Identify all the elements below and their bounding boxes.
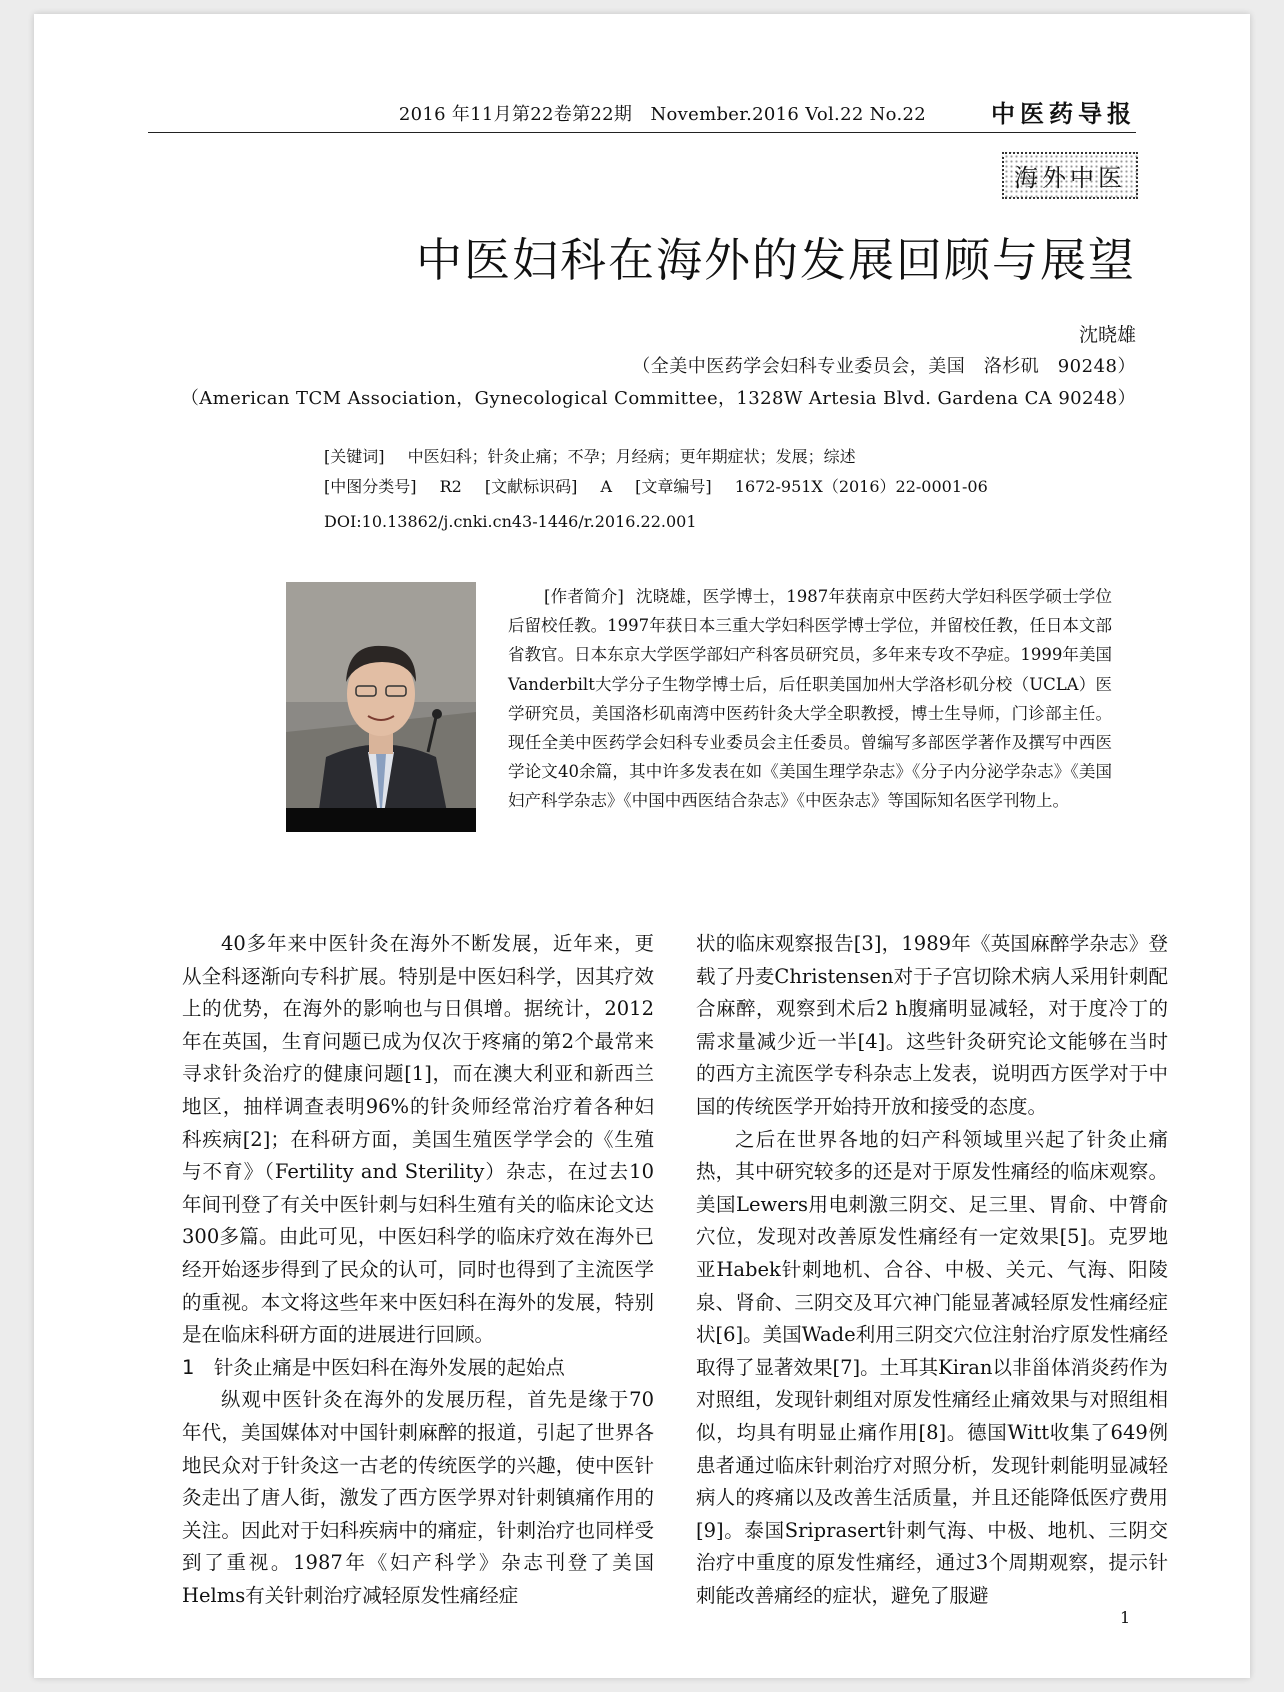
classification-line xyxy=(324,474,988,497)
article-no-label: [文章编号] xyxy=(635,477,712,496)
paragraph: 状的临床观察报告[3]，1989年《英国麻醉学杂志》登载了丹麦Christensen对于子宫切除术病人采用针刺配合麻醉，观察到术后2 h腹痛明显减轻，对于度冷丁的需求量减少近一半[4]。这些针灸研究论文能够在当时的西方主流医学专科杂志上发表，说明西方医学对于中国的传统医学开始持开放和接受的态度。 xyxy=(696,932,1168,1118)
author-name: 沈晓雄 xyxy=(1078,324,1136,346)
clc-label: [中图分类号] xyxy=(324,477,417,496)
paragraph: 纵观中医针灸在海外的发展历程，首先是缘于70年代，美国媒体对中国针刺麻醉的报道，引起了世界各地民众对于针灸这一古老的传统医学的兴趣，使中医针灸走出了唐人街，激发了西方医学界对针刺镇痛作用的关注。因此对于妇科疾病中的痛症，针刺治疗也同样受到了重视。1987年《妇产科学》杂志刊登了美国Helms有关针刺治疗减轻原发性痛经症 xyxy=(182,1388,654,1607)
journal-page xyxy=(34,14,1250,1678)
doi: DOI:10.13862/j.cnki.cn43-1446/r.2016.22.001 xyxy=(324,512,697,531)
section-heading: 1 针灸止痛是中医妇科在海外发展的起始点 xyxy=(182,1355,565,1379)
keywords-label: [关键词] xyxy=(324,447,385,466)
clc-value: R2 xyxy=(439,477,462,496)
paragraph: 40多年来中医针灸在海外不断发展，近年来，更从全科逐渐向专科扩展。特别是中医妇科学，因其疗效上的优势，在海外的影响也与日俱增。据统计，2012年在英国，生育问题已成为仅次于疼痛的第2个最常来寻求针灸治疗的健康问题[1]，而在澳大利亚和新西兰地区，抽样调查表明96%的针灸师经常治疗着各种妇科疾病[2]；在科研方面，美国生殖医学学会的《生殖与不育》（Fertility and Sterility）杂志，在过去10年间刊登了有关中医针刺与妇科生殖有关的临床论文达300多篇。由此可见，中医妇科学的临床疗效在海外已经开始逐步得到了民众的认可，同时也得到了主流医学的重视。本文将这些年来中医妇科在海外的发展，特别是在临床科研方面的进展进行回顾。 xyxy=(182,932,654,1347)
keywords: 中医妇科；针灸止痛；不孕；月经病；更年期症状；发展；综述 xyxy=(407,447,856,466)
bio-text: 沈晓雄，医学博士，1987年获南京中医药大学妇科医学硕士学位后留校任教。1997年获日本三重大学妇科医学博士学位，并留校任教，任日本文部省教官。日本东京大学医学部妇产科客员研究员，多年来专攻不孕症。1999年美国Vanderbilt大学分子生物学博士后，后任职美国加州大学洛杉矶分校（UCLA）医学研究员，美国洛杉矶南湾中医药针灸大学全职教授，博士生导师，门诊部主任。现任全美中医药学会妇科专业委员会主任委员。曾编写多部医学著作及撰写中西医学论文40余篇，其中许多发表在如《美国生理学杂志》《分子内分泌学杂志》《美国妇产科学杂志》《中国中西医结合杂志》《中医杂志》等国际知名医学刊物上。 xyxy=(508,587,1113,811)
journal-logo: 中医药导报 xyxy=(991,99,1136,128)
article-title: 中医妇科在海外的发展回顾与展望 xyxy=(416,233,1136,287)
affiliation-english: （American TCM Association，Gynecological Committee，1328W Artesia Blvd. Gardena CA 90248） xyxy=(180,388,1136,409)
page-number: 1 xyxy=(1120,1608,1131,1627)
column-tag: 海外中医 xyxy=(1002,152,1138,199)
paragraph: 之后在世界各地的妇产科领域里兴起了针灸止痛热，其中研究较多的还是对于原发性痛经的临床观察。美国Lewers用电刺激三阴交、足三里、胃俞、中膂俞穴位，发现对改善原发性痛经有一定效果[5]。克罗地亚Habek针刺地机、合谷、中极、关元、气海、阳陵泉、肾俞、三阴交及耳穴神门能显著减轻原发性痛经症状[6]。美国Wade利用三阴交穴位注射治疗原发性痛经取得了显著效果[7]。土耳其Kiran以非甾体消炎药作为对照组，发现针刺组对原发性痛经止痛效果与对照组相似，均具有明显止痛作用[8]。德国Witt收集了649例患者通过临床针刺治疗对照分析，发现针刺能明显减轻病人的疼痛以及改善生活质量，并且还能降低医疗费用[9]。泰国Sriprasert针刺气海、中极、地机、三阴交治疗中重度的原发性痛经，通过3个周期观察，提示针刺能改善痛经的症状，避免了服避 xyxy=(696,1127,1168,1607)
body-column-left xyxy=(182,928,654,1612)
body-column-right xyxy=(696,928,1168,1612)
keywords-line xyxy=(324,444,856,467)
author-bio xyxy=(508,582,1112,816)
bio-label: [作者简介] xyxy=(544,587,624,606)
issue-info: 2016 年11月第22卷第22期 November.2016 Vol.22 No.22 xyxy=(398,104,926,125)
author-portrait-image xyxy=(286,582,476,832)
doc-code-value: A xyxy=(600,477,613,496)
doc-code-label: [文献标识码] xyxy=(484,477,578,496)
running-header xyxy=(148,98,1136,133)
affiliation-chinese: （全美中医药学会妇科专业委员会，美国 洛杉矶 90248） xyxy=(632,356,1136,377)
author-photo xyxy=(286,582,476,832)
article-no-value: 1672-951X（2016）22-0001-06 xyxy=(734,477,988,496)
